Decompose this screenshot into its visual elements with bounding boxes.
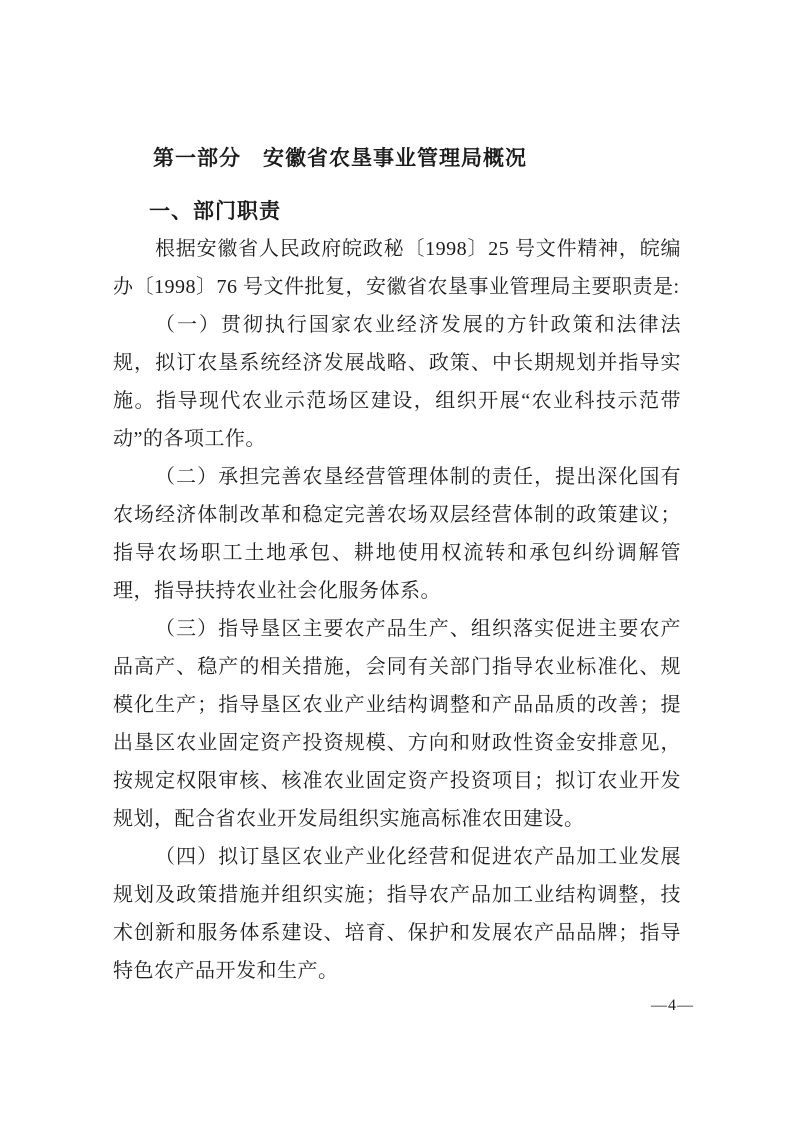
paragraph-duty-1: （一）贯彻执行国家农业经济发展的方针政策和法律法规，拟订农垦系统经济发展战略、政策、中长期规划并指导实施。指导现代农业示范场区建设，组织开展“农业科技示范带动”的各项工作。 bbox=[113, 314, 681, 450]
paragraph-duty-3: （三）指导垦区主要农产品生产、组织落实促进主要农产品高产、稳产的相关措施，会同有关部门指导农业标准化、规模化生产；指导垦区农业产业结构调整和产品品质的改善；提出垦区农业固定资产投资规模、方向和财政性资金安排意见，按规定权限审核、核准农业固定资产投资项目；拟订农业开发规划，配合省农业开发局组织实施高标准农田建设。 bbox=[113, 618, 681, 830]
document-title: 第一部分 安徽省农垦事业管理局概况 bbox=[153, 146, 527, 170]
page-number: —4— bbox=[651, 997, 694, 1014]
document-content bbox=[113, 139, 681, 990]
paragraph-duty-2: （二）承担完善农垦经营管理体制的责任，提出深化国有农场经济体制改革和稳定完善农场双层经营体制的政策建议；指导农场职工土地承包、耕地使用权流转和承包纠纷调解管理，指导扶持农业社会化服务体系。 bbox=[113, 466, 681, 602]
paragraph-duty-4: （四）拟订垦区农业产业化经营和促进农产品加工业发展规划及政策措施并组织实施；指导农产品加工业结构调整，技术创新和服务体系建设、培育、保护和发展农产品品牌；指导特色农产品开发和生产。 bbox=[113, 846, 681, 982]
paragraph-intro: 根据安徽省人民政府皖政秘〔1998〕25 号文件精神，皖编办〔1998〕76 号文件批复，安徽省农垦事业管理局主要职责是: bbox=[113, 238, 681, 298]
section-heading: 一、部门职责 bbox=[149, 199, 281, 223]
